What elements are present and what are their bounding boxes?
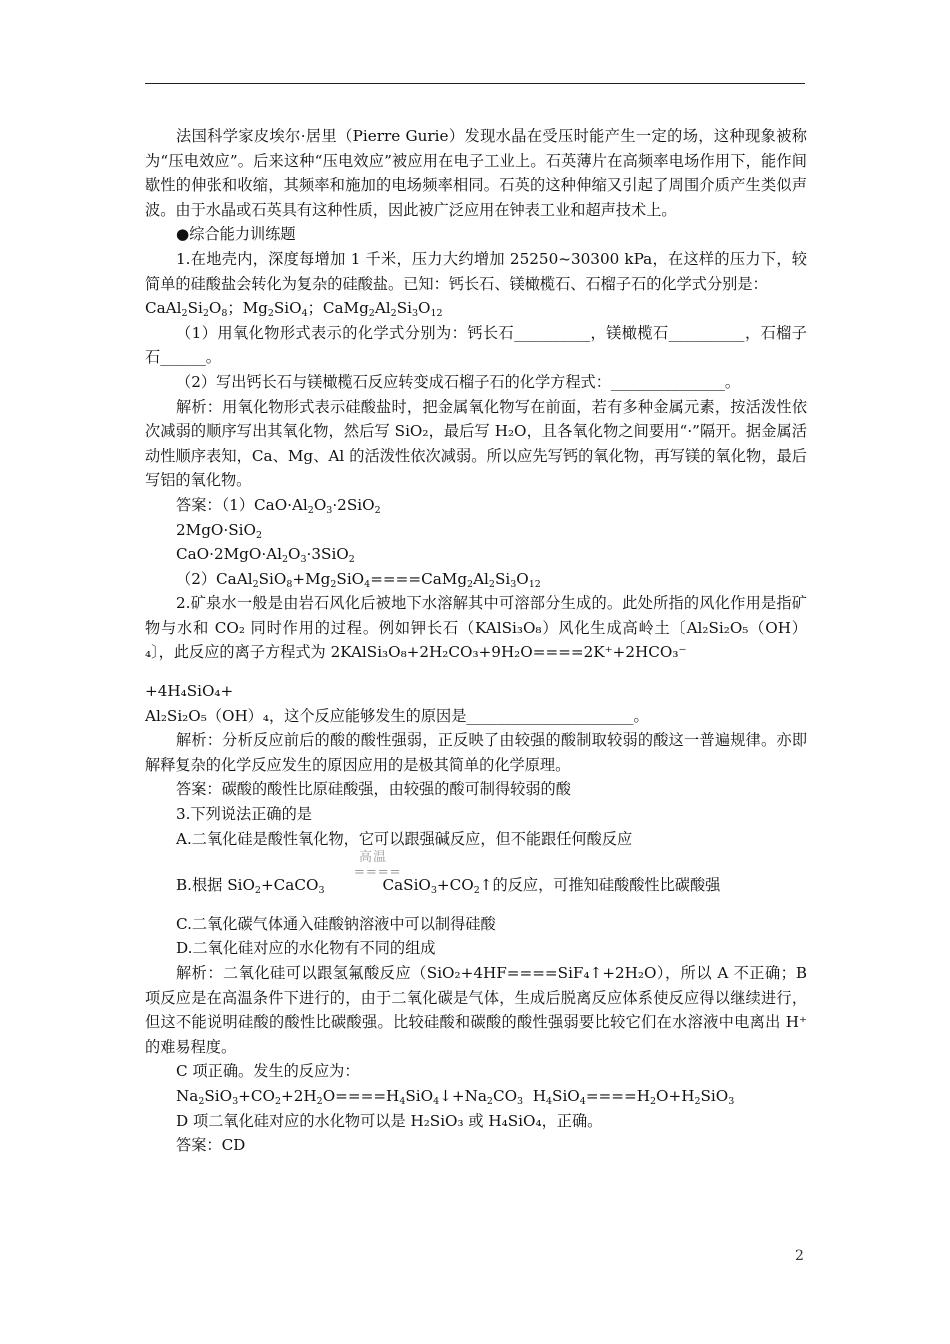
q1-answer-label: 答案：（1） (176, 495, 255, 514)
q3-d-text: D 项二氧化硅对应的水化物可以是 H₂SiO₃ 或 H₄SiO₄，正确。 (176, 1111, 603, 1130)
q1-answer-part2-label: （2） (176, 569, 217, 588)
page-number: 2 (795, 1248, 804, 1264)
reaction-condition: 高温 (359, 850, 388, 866)
q1-part1: （1）用氧化物形式表示的化学式分别为：钙长石__________，镁橄榄石__________，石榴子石______。 (145, 323, 807, 367)
q3-option-d: D.二氧化硅对应的水化物有不同的组成 (176, 939, 436, 958)
intro-paragraph: 法国科学家皮埃尔·居里（Pierre Gurie）发现水晶在受压时能产生一定的场，这种现象被称为“压电效应”。后来这种“压电效应”被应用在电子工业上。石英薄片在高频率电场作用下，能作间歇性的伸张和收缩，其频率和施加的电场频率相同。石英的这种伸缩又引起了周围介质产生类似声波。由于水晶或石英具有这种性质，因此被广泛应用在钟表工业和超声技术上。 (145, 127, 807, 219)
q1-analysis: 解析：用氧化物形式表示硅酸盐时，把金属氧化物写在前面，若有多种金属元素，按活泼性依次减弱的顺序写出其氧化物，然后写 SiO₂，最后写 H₂O，且各氧化物之间要用“·”隔开。据金属活动性顺序表知，Ca、Mg、Al 的活泼性依次减弱。所以应先写钙的氧化物，再写镁的氧化物，最后写铝的氧化物。 (145, 397, 807, 490)
header-rule (145, 83, 805, 84)
q3-option-a: A.二氧化硅是酸性氧化物，它可以跟强碱反应，但不能跟任何酸反应 (176, 829, 633, 848)
q3-analysis: 解析：二氧化硅可以跟氢氟酸反应（SiO₂+4HF====SiF₄↑+2H₂O），所以 A 不正确；B 项反应是在高温条件下进行的，由于二氧化碳是气体，生成后脱离反应体系使反应得以继续进行，但这不能说明硅酸的酸性比碳酸强。比较硅酸和碳酸的酸性强弱要比较它们在水溶液中电离出 H⁺的难易程度。 (145, 964, 807, 1056)
q3-option-b-suffix: ↑的反应，可推知硅酸酸性比碳酸强 (479, 876, 721, 895)
q2-stem-continued: +4H₄SiO₄+ (145, 682, 234, 701)
page-content (145, 124, 807, 1158)
q2-stem-end: Al₂Si₂O₅（OH）₄，这个反应能够发生的原因是______________________。 (145, 706, 649, 725)
section-title: ●综合能力训练题 (176, 225, 296, 244)
q3-reactions: $Na_2SiO_3+CO_2+2H_2O====H_4SiO_4↓+Na_2CO_3$ $H_4SiO_4====H_2O+H_2SiO_3$ (176, 1086, 735, 1107)
q2-stem: 2.矿泉水一般是由岩石风化后被地下水溶解其中可溶部分生成的。此处所指的风化作用是指矿物与水和 CO₂ 同时作用的过程。例如钾长石（KAlSi₃O₈）风化生成高岭土〔Al₂Si₂O₅（OH）₄〕，此反应的离子方程式为 2KAlSi₃O₈+2H₂CO₃+9H₂O====2K⁺+2HCO₃⁻ (145, 594, 807, 662)
q3-c-correct: C 项正确。发生的反应为： (176, 1062, 360, 1081)
q1-part2: （2）写出钙长石与镁橄榄石反应转变成石榴子石的化学方程式：_______________。 (176, 372, 741, 391)
q3-answer: 答案：CD (176, 1136, 246, 1155)
q2-answer: 答案：碳酸的酸性比原硅酸强，由较强的酸可制得较弱的酸 (176, 780, 571, 799)
q3-option-c: C.二氧化碳气体通入硅酸钠溶液中可以制得硅酸 (176, 914, 496, 933)
q1-stem: 1.在地壳内，深度每增加 1 千米，压力大约增加 25250~30300 kPa，在这样的压力下，较简单的硅酸盐会转化为复杂的硅酸盐。已知：钙长石、镁橄榄石、石榴子石的化学式分别是： (145, 249, 807, 293)
q3-stem: 3.下列说法正确的是 (176, 805, 312, 824)
q3-option-b: 高温 ==== B.根据 SiO$_2$+CaCO$_3$ $CaSiO_3+CO_2↑$的反应，可推知硅酸酸性比碳酸强 (176, 850, 721, 897)
q1-answer-4: $(2)CaAl_2SiO_8+Mg_2SiO_4====CaMg_2Al_2Si_3O_{12}$ (176, 569, 541, 590)
q1-answer-3: $CaO\cdot 2MgO\cdot Al_2O_3\cdot 3SiO_2$ (176, 545, 355, 566)
q1-formulas: $CaAl_2Si_2O_8$；$Mg_2SiO_4$；$CaMg_2Al_2Si_3O_{12}$ (145, 299, 443, 320)
q1-answer-2: 2MgO·SiO$_2$ (176, 520, 262, 541)
q2-analysis: 解析：分析反应前后的酸的酸性强弱，正反映了由较强的酸制取较弱的酸这一普遍规律。亦即解释复杂的化学反应发生的原因应用的是极其简单的化学原理。 (145, 731, 807, 774)
reaction-equals-mark: ==== (354, 865, 402, 881)
q1-answer-1: 答案：$(1)CaO\cdot Al_2O_3\cdot 2SiO_2$ (176, 495, 381, 516)
